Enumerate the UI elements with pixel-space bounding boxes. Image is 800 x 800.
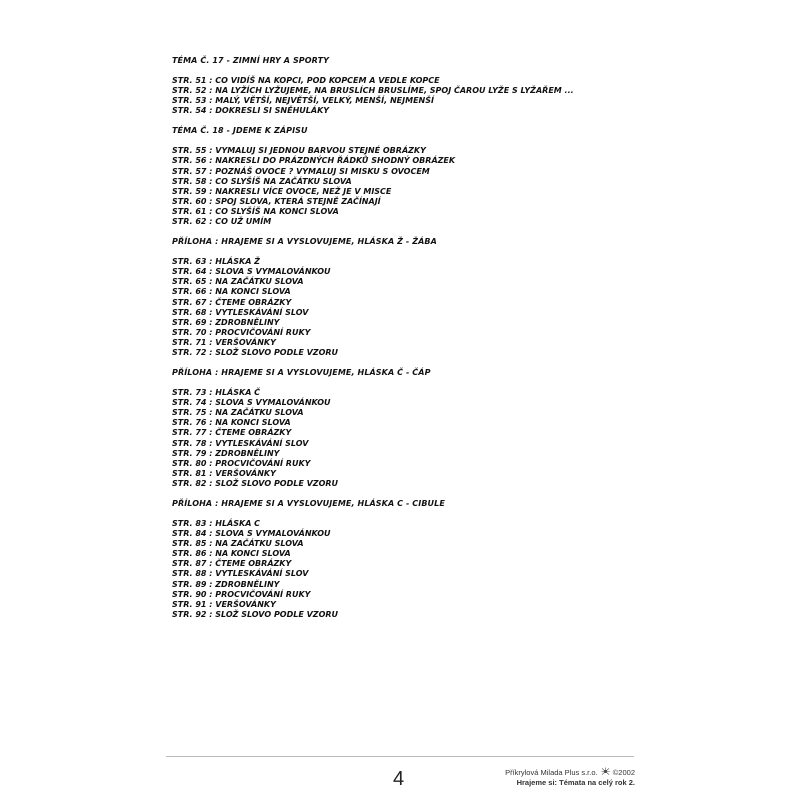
toc-item: STR. 63 : HLÁSKA Ž (172, 257, 260, 267)
spider-icon (601, 767, 610, 776)
toc-item: STR. 86 : NA KONCI SLOVA (172, 549, 291, 559)
toc-item: STR. 61 : CO SLYŠÍŠ NA KONCI SLOVA (172, 206, 339, 216)
toc-section (172, 126, 632, 227)
copyright-year: ©2002 (612, 768, 635, 777)
toc-item: STR. 58 : CO SLYŠÍŠ NA ZAČÁTKU SLOVA (172, 176, 352, 186)
toc-item: STR. 57 : POZNÁŠ OVOCE ? VYMALUJ SI MISKU S OVOCEM (172, 166, 430, 176)
toc-item: STR. 70 : PROCVIČOVÁNÍ RUKY (172, 327, 311, 337)
toc-item: STR. 65 : NA ZAČÁTKU SLOVA (172, 277, 304, 287)
section-title: TÉMA Č. 18 - JDEME K ZÁPISU (172, 126, 308, 136)
book-title: Hrajeme si: Témata na celý rok 2. (516, 778, 635, 787)
toc-item: STR. 82 : SLOŽ SLOVO PODLE VZORU (172, 478, 339, 488)
toc-item: STR. 85 : NA ZAČÁTKU SLOVA (172, 539, 304, 549)
publisher-name: Příkrylová Milada Plus s.r.o. (505, 768, 598, 777)
toc-item: STR. 69 : ZDROBNĚLINY (172, 317, 280, 327)
toc-item: STR. 77 : ČTEME OBRÁZKY (172, 428, 292, 438)
toc-item: STR. 66 : NA KONCI SLOVA (172, 287, 291, 297)
table-of-contents (172, 56, 632, 630)
toc-item: STR. 73 : HLÁSKA Č (172, 388, 261, 398)
toc-item: STR. 51 : CO VIDÍŠ NA KOPCI, POD KOPCEM A VEDLE KOPCE (172, 76, 440, 85)
toc-item: STR. 80 : PROCVIČOVÁNÍ RUKY (172, 458, 311, 468)
toc-item: STR. 84 : SLOVA S VYMALOVÁNKOU (172, 529, 331, 539)
toc-item: STR. 74 : SLOVA S VYMALOVÁNKOU (172, 398, 331, 408)
section-title: PŘÍLOHA : HRAJEME SI A VYSLOVUJEME, HLÁSKA Ž - ŽÁBA (172, 237, 437, 247)
toc-item: STR. 55 : VYMALUJ SI JEDNOU BARVOU STEJNÉ OBRÁZKY (172, 146, 426, 156)
toc-item: STR. 54 : DOKRESLI SI SNĚHULÁKY (172, 106, 330, 116)
toc-item: STR. 67 : ČTEME OBRÁZKY (172, 297, 292, 307)
toc-item: STR. 92 : SLOŽ SLOVO PODLE VZORU (172, 609, 339, 619)
toc-item: STR. 81 : VERŠOVÁNKY (172, 468, 276, 478)
toc-item: STR. 56 : NAKRESLI DO PRÁZDNÝCH ŘÁDKŮ SHODNÝ OBRÁZEK (172, 156, 456, 166)
footer-credits (495, 767, 635, 788)
toc-item: STR. 72 : SLOŽ SLOVO PODLE VZORU (172, 347, 339, 357)
toc-item: STR. 88 : VYTLESKÁVÁNÍ SLOV (172, 569, 309, 579)
toc-section (172, 499, 632, 620)
toc-item: STR. 62 : CO UŽ UMÍM (172, 217, 272, 227)
footer-divider (166, 756, 634, 757)
toc-item: STR. 89 : ZDROBNĚLINY (172, 579, 280, 589)
toc-item: STR. 90 : PROCVIČOVÁNÍ RUKY (172, 589, 311, 599)
toc-item: STR. 91 : VERŠOVÁNKY (172, 599, 276, 609)
toc-section (172, 368, 632, 489)
toc-item: STR. 83 : HLÁSKA C (172, 519, 261, 528)
toc-item: STR. 87 : ČTEME OBRÁZKY (172, 559, 292, 569)
toc-item: STR. 68 : VYTLESKÁVÁNÍ SLOV (172, 307, 309, 317)
toc-item: STR. 60 : SPOJ SLOVA, KTERÁ STEJNĚ ZAČÍNAJÍ (172, 196, 381, 206)
toc-item: STR. 71 : VERŠOVÁNKY (172, 337, 276, 347)
toc-item: STR. 79 : ZDROBNĚLINY (172, 448, 280, 458)
section-title: TÉMA Č. 17 - ZIMNÍ HRY A SPORTY (172, 56, 330, 65)
toc-item: STR. 75 : NA ZAČÁTKU SLOVA (172, 408, 304, 418)
section-title: PŘÍLOHA : HRAJEME SI A VYSLOVUJEME, HLÁSKA Č - ČÁP (172, 368, 431, 378)
toc-item: STR. 78 : VYTLESKÁVÁNÍ SLOV (172, 438, 309, 448)
footer-publisher-line (495, 767, 635, 778)
toc-item: STR. 53 : MALÝ, VĚTŠÍ, NEJVĚTŠÍ, VELKÝ, MENŠÍ, NEJMENŠÍ (172, 96, 434, 106)
toc-item: STR. 52 : NA LYŽÍCH LYŽUJEME, NA BRUSLÍCH BRUSLÍME, SPOJ ČAROU LYŽE S LYŽAŘEM ... (172, 86, 574, 96)
toc-section (172, 237, 632, 358)
toc-section (172, 56, 632, 116)
section-title: PŘÍLOHA : HRAJEME SI A VYSLOVUJEME, HLÁSKA C - CIBULE (172, 499, 445, 508)
toc-item: STR. 76 : NA KONCI SLOVA (172, 418, 291, 428)
page-number: 4 (393, 768, 405, 790)
toc-item: STR. 59 : NAKRESLI VÍCE OVOCE, NEŽ JE V MISCE (172, 186, 392, 196)
toc-item: STR. 64 : SLOVA S VYMALOVÁNKOU (172, 267, 331, 277)
